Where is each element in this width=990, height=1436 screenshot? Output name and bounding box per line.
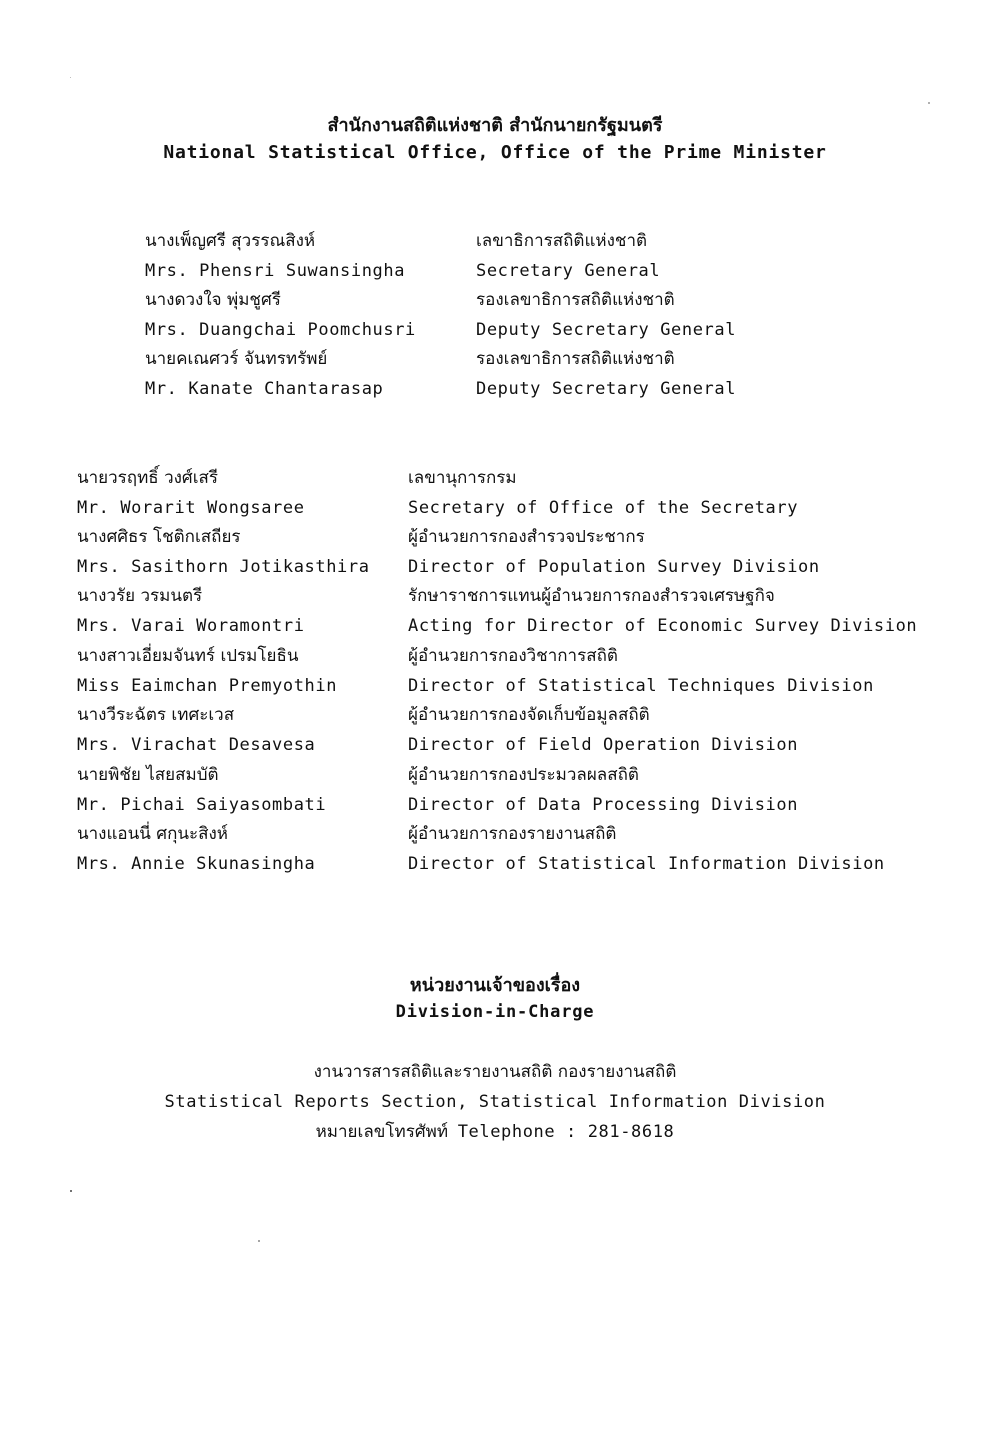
dir-7-name-th: นางแอนนี่ ศกุนะสิงห์	[77, 824, 228, 844]
dir-3-title-en: Acting for Director of Economic Survey Division	[408, 616, 918, 636]
dir-1-title-th: เลขานุการกรม	[408, 468, 517, 488]
exec-2-name-en: Mrs. Duangchai Poomchusri	[145, 320, 416, 340]
dir-3-name-en: Mrs. Varai Woramontri	[77, 616, 305, 636]
section-name-en: Statistical Reports Section, Statistical Information Division	[164, 1092, 826, 1112]
dir-6-name-th: นายพิชัย ไสยสมบัติ	[77, 765, 219, 785]
header-thai-title: สำนักงานสถิติแห่งชาติ สำนักนายกรัฐมนตรี	[327, 115, 663, 136]
dir-1-name-th: นายวรฤทธิ์ วงศ์เสรี	[77, 468, 219, 488]
division-heading-th: หน่วยงานเจ้าของเรื่อง	[409, 975, 581, 996]
exec-1-name-th: นางเพ็ญศรี สุวรรณสิงห์	[145, 231, 316, 251]
exec-3-title-th: รองเลขาธิการสถิติแห่งชาติ	[476, 349, 675, 369]
exec-3-name-th: นายคเณศวร์ จันทรทรัพย์	[145, 349, 328, 369]
dir-2-name-th: นางศศิธร โชติกเสถียร	[77, 527, 241, 547]
exec-1-title-th: เลขาธิการสถิติแห่งชาติ	[476, 231, 648, 251]
scan-speck	[70, 1190, 72, 1192]
exec-1-name-en: Mrs. Phensri Suwansingha	[145, 261, 406, 281]
dir-4-name-th: นางสาวเอี่ยมจันทร์ เปรมโยธิน	[77, 646, 299, 666]
dir-2-title-th: ผู้อำนวยการกองสำรวจประชากร	[408, 527, 645, 547]
exec-1-title-en: Secretary General	[476, 261, 661, 281]
dir-7-name-en: Mrs. Annie Skunasingha	[77, 854, 316, 874]
division-heading-en: Division-in-Charge	[395, 1002, 595, 1022]
dir-4-name-en: Miss Eaimchan Premyothin	[77, 676, 338, 696]
phone-line	[0, 1121, 990, 1143]
header-english-title: National Statistical Office, Office of the Prime Minister	[163, 142, 827, 163]
scan-speck	[258, 1240, 260, 1242]
exec-2-title-th: รองเลขาธิการสถิติแห่งชาติ	[476, 290, 675, 310]
exec-3-name-en: Mr. Kanate Chantarasap	[145, 379, 384, 399]
dir-6-title-th: ผู้อำนวยการกองประมวลผลสถิติ	[408, 765, 639, 785]
dir-5-name-th: นางวีระฉัตร เทศะเวส	[77, 705, 235, 725]
dir-7-title-en: Director of Statistical Information Division	[408, 854, 885, 874]
dir-2-name-en: Mrs. Sasithorn Jotikasthira	[77, 557, 370, 577]
dir-4-title-en: Director of Statistical Techniques Division	[408, 676, 874, 696]
dir-4-title-th: ผู้อำนวยการกองวิชาการสถิติ	[408, 646, 618, 666]
dir-3-name-th: นางวรัย วรมนตรี	[77, 586, 203, 606]
dir-1-name-en: Mr. Worarit Wongsaree	[77, 498, 305, 518]
dir-7-title-th: ผู้อำนวยการกองรายงานสถิติ	[408, 824, 617, 844]
dir-5-name-en: Mrs. Virachat Desavesa	[77, 735, 316, 755]
phone-number: Telephone : 281-8618	[457, 1122, 675, 1142]
scan-speck	[928, 102, 930, 104]
dir-6-name-en: Mr. Pichai Saiyasombati	[77, 795, 327, 815]
dir-5-title-th: ผู้อำนวยการกองจัดเก็บข้อมูลสถิติ	[408, 705, 650, 725]
phone-label-th: หมายเลขโทรศัพท์	[315, 1122, 449, 1142]
dir-6-title-en: Director of Data Processing Division	[408, 795, 799, 815]
exec-3-title-en: Deputy Secretary General	[476, 379, 737, 399]
dir-2-title-en: Director of Population Survey Division	[408, 557, 820, 577]
dir-1-title-en: Secretary of Office of the Secretary	[408, 498, 799, 518]
scan-speck	[70, 77, 71, 78]
section-name-th: งานวารสารสถิติและรายงานสถิติ กองรายงานสถิติ	[313, 1062, 677, 1082]
exec-2-name-th: นางดวงใจ พุ่มชูศรี	[145, 290, 281, 310]
dir-3-title-th: รักษาราชการแทนผู้อำนวยการกองสำรวจเศรษฐกิจ	[408, 586, 775, 606]
exec-2-title-en: Deputy Secretary General	[476, 320, 737, 340]
dir-5-title-en: Director of Field Operation Division	[408, 735, 799, 755]
